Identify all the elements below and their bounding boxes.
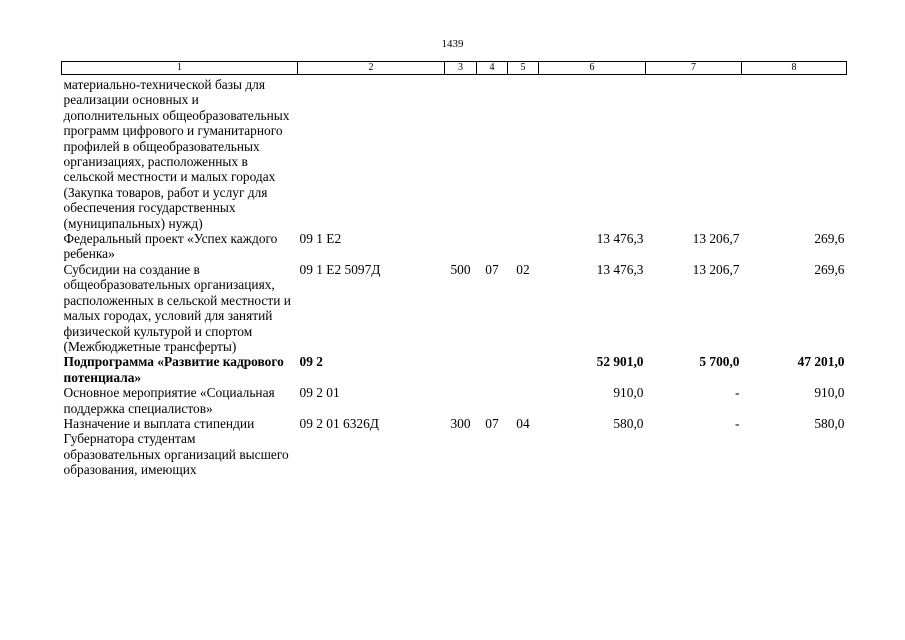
row-col7-cell	[646, 75, 742, 232]
row-col8-cell: 47 201,0	[797, 354, 845, 370]
table-body	[62, 75, 847, 478]
row-code-cell: 09 2 01	[299, 385, 340, 401]
row-col4-cell	[477, 385, 508, 416]
column-header-4: 4	[477, 62, 508, 75]
column-header-1: 1	[62, 62, 298, 75]
row-col3-cell	[445, 231, 477, 262]
row-col8-cell: 269,6	[814, 261, 845, 277]
row-col3-cell	[445, 385, 477, 416]
row-code-cell: 09 1 Е2 5097Д	[299, 261, 381, 277]
column-header-8: 8	[742, 62, 847, 75]
row-name-cell: Федеральный проект «Успех каждого ребенка»	[63, 231, 278, 262]
table-row	[62, 75, 847, 232]
row-code-cell: 09 2	[299, 354, 323, 370]
row-name-cell: Подпрограмма «Развитие кадрового потенциала»	[63, 354, 284, 385]
row-code-cell	[298, 75, 445, 232]
column-header-3: 3	[445, 62, 477, 75]
row-col4-cell	[477, 231, 508, 262]
row-col4-cell	[477, 75, 508, 232]
page-number: 1439	[441, 38, 464, 50]
row-col7-cell: 13 206,7	[692, 261, 740, 277]
table-row	[62, 354, 847, 385]
row-total-cell: 52 901,0	[596, 354, 644, 370]
column-header-6: 6	[539, 62, 646, 75]
row-col5-cell	[508, 385, 539, 416]
table-row	[62, 385, 847, 416]
row-col7-cell: -	[735, 415, 740, 431]
column-number-header-row	[62, 62, 847, 75]
row-col8-cell: 910,0	[814, 385, 845, 401]
row-col7-cell: 5 700,0	[699, 354, 740, 370]
row-col3-cell: 500	[450, 261, 471, 277]
row-total-cell	[539, 75, 646, 232]
row-name-cell: Субсидии на создание в общеобразовательных организациях, расположенных в сельской местности и малых городах, условий для занятий физической культурой и спортом (Межбюджетные трансферты)	[63, 261, 291, 354]
row-col7-cell: 13 206,7	[692, 231, 740, 247]
row-col5-cell	[508, 231, 539, 262]
row-col3-cell: 300	[450, 415, 471, 431]
table-row	[62, 231, 847, 262]
column-header-5: 5	[508, 62, 539, 75]
row-col5-cell	[508, 75, 539, 232]
row-total-cell: 13 476,3	[596, 231, 644, 247]
row-name-cell: Основное мероприятие «Социальная поддержка специалистов»	[63, 385, 275, 416]
row-total-cell: 13 476,3	[596, 261, 644, 277]
row-col3-cell	[445, 75, 477, 232]
row-col5-cell: 04	[516, 415, 530, 431]
budget-table	[61, 61, 847, 478]
row-col5-cell	[508, 354, 539, 385]
row-total-cell: 910,0	[613, 385, 644, 401]
column-header-7: 7	[646, 62, 742, 75]
row-col5-cell: 02	[516, 261, 530, 277]
table-row	[62, 416, 847, 478]
row-name-cell: Назначение и выплата стипендии Губернатора студентам образовательных организаций высшего образования, имеющих	[63, 415, 289, 478]
column-header-2: 2	[298, 62, 445, 75]
row-col8-cell: 269,6	[814, 231, 845, 247]
row-code-cell: 09 2 01 6326Д	[299, 415, 379, 431]
row-code-cell: 09 1 Е2	[299, 231, 342, 247]
row-col4-cell	[477, 354, 508, 385]
row-col8-cell	[742, 75, 847, 232]
row-name-cell: материально-технической базы для реализации основных и дополнительных общеобразовательных программ цифрового и гуманитарного профилей в общеобразовательных организациях, расположенных в сельской местности и малых городах (Закупка товаров, работ и услуг для обеспечения государственных (муниципальных) нужд)	[63, 77, 290, 231]
table-row	[62, 262, 847, 354]
row-col8-cell: 580,0	[814, 415, 845, 431]
row-col7-cell: -	[735, 385, 740, 401]
row-col4-cell: 07	[485, 261, 499, 277]
row-total-cell: 580,0	[613, 415, 644, 431]
row-col3-cell	[445, 354, 477, 385]
row-col4-cell: 07	[485, 415, 499, 431]
